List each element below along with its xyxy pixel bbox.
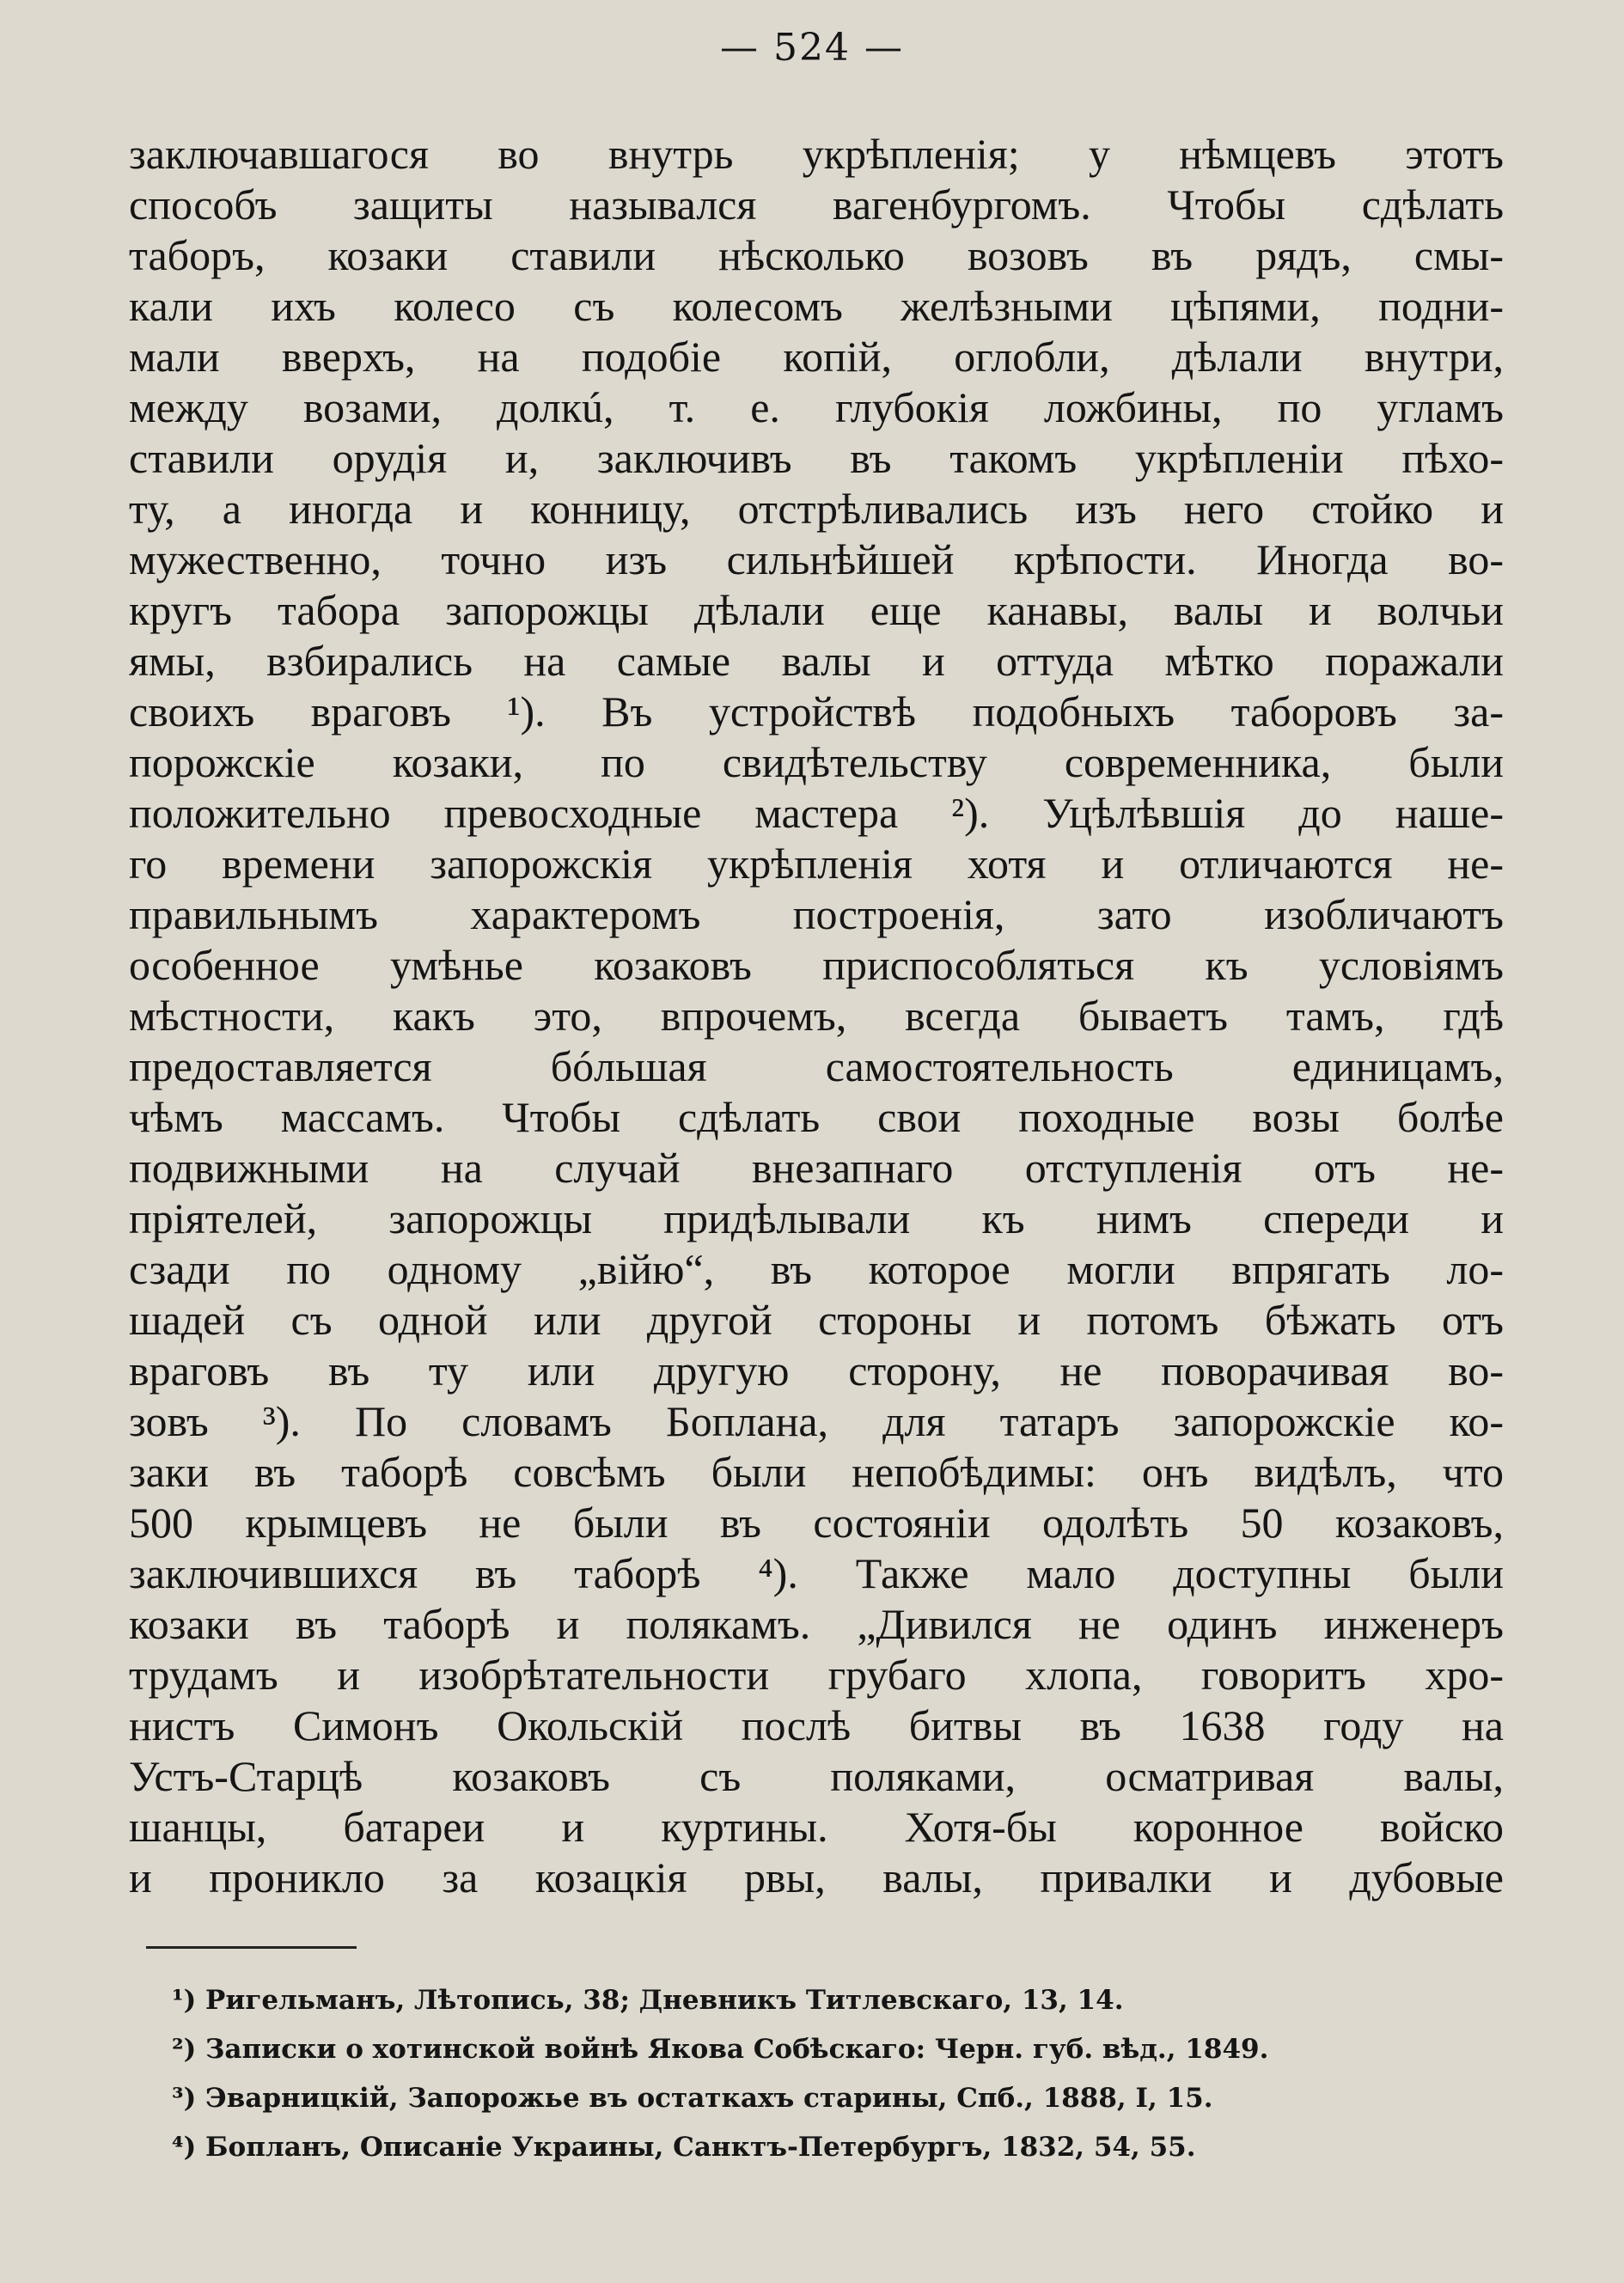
text-line: и проникло за козацкія рвы, валы, привалки и дубовые [129,1853,1504,1901]
footnote: ²) Записки о хотинской войнѣ Якова Собѣскаго: Черн. губ. вѣд., 1849. [172,2034,1269,2065]
page-number: — 524 — [720,26,904,70]
text-line: кругъ табора запорожцы дѣлали еще канавы, валы и волчьи [129,586,1504,634]
footnotes [172,1976,1461,2172]
text-line: Устъ-Старцѣ козаковъ съ поляками, осматривая валы, [129,1752,1504,1800]
text-line: мужественно, точно изъ сильнѣйшей крѣпости. Иногда во- [129,535,1504,583]
text-line: пріятелей, запорожцы придѣлывали къ нимъ спереди и [129,1194,1504,1242]
text-line: заки въ таборѣ совсѣмъ были непобѣдимы: онъ видѣлъ, что [129,1448,1504,1496]
text-line: враговъ въ ту или другую сторону, не поворачивая во- [129,1346,1504,1395]
text-line: особенное умѣнье козаковъ приспособляться къ условіямъ [129,941,1504,989]
text-line: го времени запорожскія укрѣпленія хотя и отличаются не- [129,839,1504,888]
text-line: между возами, долкú, т. е. глубокія ложбины, по угламъ [129,383,1504,431]
text-line: предоставляется бóльшая самостоятельность единицамъ, [129,1042,1504,1090]
text-line: заключавшагося во внутрь укрѣпленія; у нѣмцевъ этотъ [129,130,1504,178]
footnote-divider [146,1946,357,1949]
text-line: своихъ враговъ ¹). Въ устройствѣ подобныхъ таборовъ за- [129,687,1504,736]
text-line: шадей съ одной или другой стороны и потомъ бѣжать отъ [129,1296,1504,1344]
text-line: заключившихся въ таборѣ ⁴). Также мало доступны были [129,1549,1504,1597]
text-line: 500 крымцевъ не были въ состояніи одолѣть 50 козаковъ, [129,1499,1504,1547]
text-line: порожскіе козаки, по свидѣтельству современника, были [129,738,1504,786]
text-line: кали ихъ колесо съ колесомъ желѣзными цѣпями, подни- [129,282,1504,330]
text-line: положительно превосходные мастера ²). Уцѣлѣвшія до наше- [129,789,1504,837]
text-line: трудамъ и изобрѣтательности грубаго хлопа, говоритъ хро- [129,1651,1504,1699]
text-line: зовъ ³). По словамъ Боплана, для татаръ запорожскіе ко- [129,1397,1504,1445]
text-line: шанцы, батареи и куртины. Хотя-бы коронное войско [129,1803,1504,1851]
body-text [129,129,1504,1903]
footnote: ¹) Ригельманъ, Лѣтопись, 38; Дневникъ Титлевскаго, 13, 14. [172,1985,1124,2016]
footnote: ⁴) Бопланъ, Описаніе Украины, Санктъ-Петербургъ, 1832, 54, 55. [172,2132,1196,2163]
text-line: правильнымъ характеромъ построенія, зато изобличаютъ [129,890,1504,938]
text-line: чѣмъ массамъ. Чтобы сдѣлать свои походные возы болѣе [129,1093,1504,1141]
text-line: нистъ Симонъ Окольскій послѣ битвы въ 1638 году на [129,1701,1504,1749]
text-line: подвижными на случай внезапнаго отступленія отъ не- [129,1144,1504,1192]
text-line: ямы, взбирались на самые валы и оттуда мѣтко поражали [129,637,1504,685]
footnote: ³) Эварницкій, Запорожье въ остаткахъ старины, Спб., 1888, I, 15. [172,2083,1213,2114]
text-line: мѣстности, какъ это, впрочемъ, всегда бываетъ тамъ, гдѣ [129,992,1504,1040]
text-line: мали вверхъ, на подобіе копій, оглобли, дѣлали внутри, [129,333,1504,381]
text-line: ставили орудія и, заключивъ въ такомъ укрѣпленіи пѣхо- [129,434,1504,482]
text-line: ту, а иногда и конницу, отстрѣливались изъ него стойко и [129,485,1504,533]
text-line: способъ защиты назывался вагенбургомъ. Чтобы сдѣлать [129,180,1504,229]
text-line: сзади по одному „вiйю“, въ которое могли впрягать ло- [129,1245,1504,1293]
text-line: таборъ, козаки ставили нѣсколько возовъ въ рядъ, смы- [129,231,1504,279]
text-line: козаки въ таборѣ и полякамъ. „Дивился не одинъ инженеръ [129,1600,1504,1648]
